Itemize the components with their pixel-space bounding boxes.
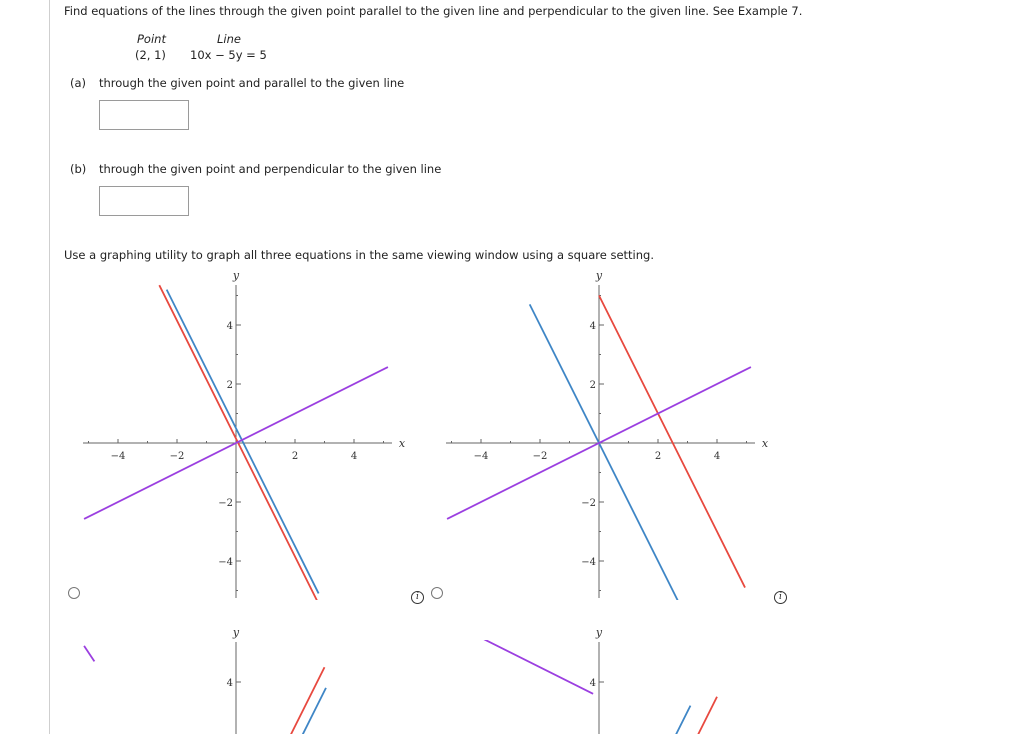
chart-4-blue-line (658, 706, 690, 734)
chart-4-plot-area (447, 621, 717, 734)
chart-2-y-axis-label: y (595, 269, 603, 282)
chart-3-plot-area (84, 646, 326, 734)
chart-1-y-axis-label: y (232, 269, 240, 282)
chart-1-blue-line (167, 290, 319, 594)
chart-2-x-tick-label: 2 (654, 451, 662, 462)
point-value: (2, 1) (135, 48, 166, 62)
chart-3-y-tick-label: 4 (226, 678, 233, 689)
chart-1-y-tick-label: −2 (218, 498, 233, 509)
part-a-text: through the given point and parallel to the given line (99, 76, 405, 90)
chart-3-purple-line (84, 646, 94, 661)
chart-1-x-tick-label: −2 (169, 451, 185, 462)
option-1-info-icon[interactable]: i (411, 591, 424, 604)
chart-4-y-axis-label: y (595, 626, 603, 639)
chart-1-x-tick-label: 4 (350, 451, 358, 462)
line-header: Line (217, 32, 241, 46)
option-2-radio[interactable] (431, 587, 443, 599)
part-a-label: (a) (70, 76, 87, 90)
chart-2-y-tick-label: 2 (589, 380, 596, 391)
line-value: 10x − 5y = 5 (190, 48, 267, 62)
chart-4-y-tick-label: 4 (589, 678, 596, 689)
chart-2-x-axis-label: x (761, 437, 769, 450)
chart-2-y-tick-label: −2 (581, 498, 596, 509)
option-1-radio[interactable] (68, 587, 80, 599)
problem-instruction: Find equations of the lines through the given point parallel to the given line and perpendicular to the given line. See Example 7. (64, 4, 803, 18)
part-b-label: (b) (70, 162, 87, 176)
chart-1-y-tick-label: 2 (226, 380, 233, 391)
point-header: Point (137, 32, 166, 46)
chart-1-x-axis-label: x (398, 437, 406, 450)
chart-1-red-line (159, 285, 320, 607)
graph-instruction: Use a graphing utility to graph all three equations in the same viewing window using a square setting. (64, 248, 654, 262)
chart-3-y-axis-label: y (232, 626, 240, 639)
chart-2-x-tick-label: −2 (532, 451, 548, 462)
chart-2-y-tick-label: −4 (581, 557, 596, 568)
chart-4-purple-line (447, 621, 593, 694)
chart-1-x-tick-label: −4 (110, 451, 126, 462)
chart-1-y-tick-label: 4 (226, 321, 233, 332)
chart-2-x-tick-label: 4 (713, 451, 721, 462)
chart-1-x-tick-label: 2 (291, 451, 299, 462)
chart-3-red-line (271, 667, 324, 734)
chart-2-red-line (599, 296, 745, 588)
part-b-text: through the given point and perpendicular to the given line (99, 162, 442, 176)
chart-2-x-tick-label: −4 (473, 451, 489, 462)
chart-2-y-tick-label: 4 (589, 321, 596, 332)
chart-3-blue-line (283, 688, 326, 734)
option-2-info-icon[interactable]: i (774, 591, 787, 604)
chart-1-y-tick-label: −4 (218, 557, 233, 568)
